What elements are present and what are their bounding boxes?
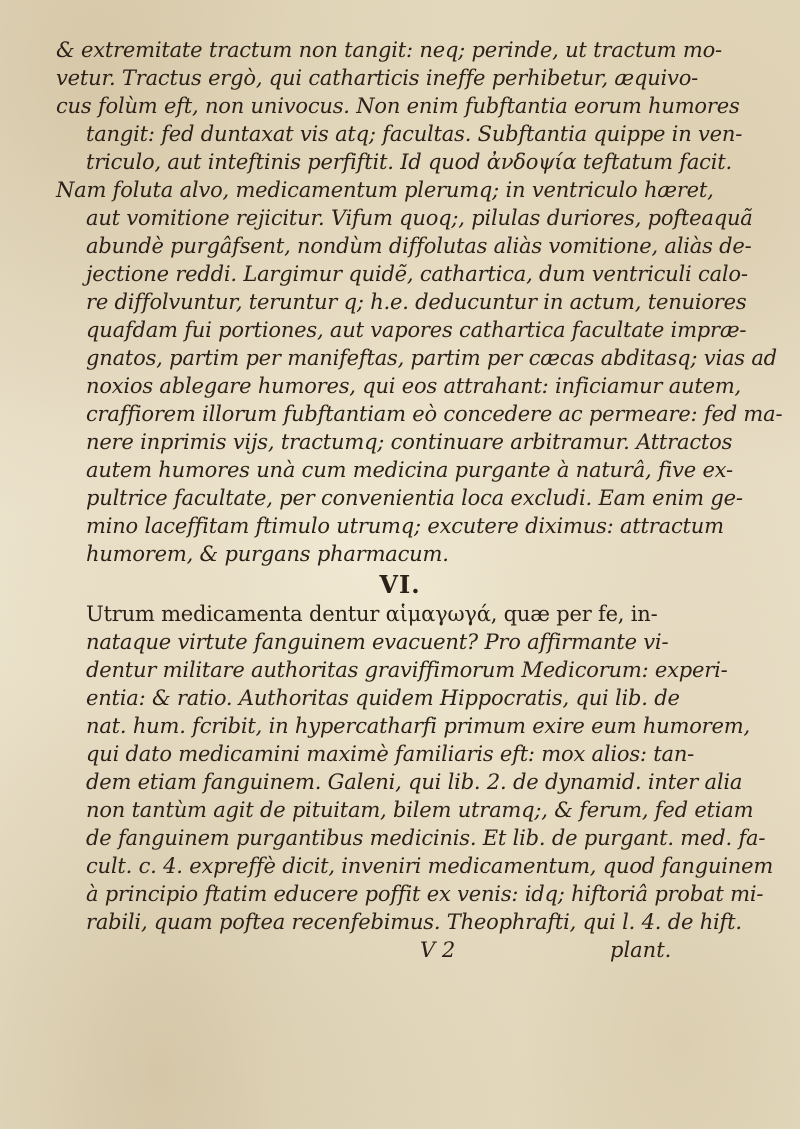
text-line: dentur militare authoritas graviffimorum Medicorum: experi- <box>86 658 728 682</box>
text-line: entia: & ratio. Authoritas quidem Hippocratis, qui lib. de <box>86 686 680 710</box>
text-line: nataque virtute fanguinem evacuent? Pro affirmante vi- <box>86 630 669 654</box>
text-line: à principio ftatim educere poffit ex venis: idq; hiftoriâ probat mi- <box>86 882 764 906</box>
text-line: craffiorem illorum fubftantiam eò concedere ac permeare: fed ma- <box>86 402 783 426</box>
text-line: humorem, & purgans pharmacum. <box>86 542 449 566</box>
text-line: tangit: fed duntaxat vis atq; facultas. Subftantia quippe in ven- <box>86 122 743 146</box>
text-line: nere inprimis vijs, tractumq; continuare arbitramur. Attractos <box>86 430 733 454</box>
text-line: gnatos, partim per manifeftas, partim per cæcas abditasq; vias ad <box>86 346 777 370</box>
text-line: aut vomitione rejicitur. Vifum quoq;, pilulas duriores, pofteaquã <box>86 206 753 230</box>
chapter-number: VI. <box>379 570 421 599</box>
text-line: de fanguinem purgantibus medicinis. Et lib. de purgant. med. fa- <box>86 826 766 850</box>
text-line: rabili, quam poftea recenfebimus. Theophrafti, qui l. 4. de hift. <box>86 910 742 934</box>
page-footer <box>40 936 760 964</box>
text-line: dem etiam fanguinem. Galeni, qui lib. 2. de dynamid. inter alia <box>86 770 743 794</box>
text-line: qui dato medicamini maximè familiaris eft: mox alios: tan- <box>86 742 695 766</box>
paragraph-before-chapter <box>40 36 783 568</box>
text-block <box>40 36 783 964</box>
text-line: cus folùm eft, non univocus. Non enim fubftantia eorum humores <box>56 94 740 118</box>
text-line: re diffolvuntur, teruntur q; h.e. deducuntur in actum, tenuiores <box>86 290 747 314</box>
text-line: quafdam fui portiones, aut vapores cathartica facultate impræ- <box>86 318 747 342</box>
text-line: non tantùm agit de pituitam, bilem utramq;, & ferum, fed etiam <box>86 798 754 822</box>
text-line: triculo, aut inteftinis perfiftit. Id quod ἀνδοψία teftatum facit. <box>86 150 732 174</box>
text-line: abundè purgâfsent, nondùm diffolutas aliàs vomitione, aliàs de- <box>86 234 752 258</box>
text-line: Nam foluta alvo, medicamentum plerumq; in ventriculo hæret, <box>56 178 714 202</box>
text-line: cult. c. 4. expreffè dicit, inveniri medicamentum, quod fanguinem <box>86 854 774 878</box>
text-line: Utrum medicamenta dentur αἱμαγωγά, quæ per fe, in- <box>86 602 658 626</box>
text-line: mino laceffitam ftimulo utrumq; excutere diximus: attractum <box>86 514 724 538</box>
text-line: vetur. Tractus ergò, qui catharticis ineffe perhibetur, æquivo- <box>56 66 699 90</box>
text-line: nat. hum. fcribit, in hypercatharfi primum exire eum humorem, <box>86 714 750 738</box>
text-line: noxios ablegare humores, qui eos attrahant: inficiamur autem, <box>86 374 742 398</box>
text-line: autem humores unà cum medicina purgante à naturâ, five ex- <box>86 458 733 482</box>
text-line: & extremitate tractum non tangit: neq; perinde, ut tractum mo- <box>56 38 722 62</box>
signature-mark: V 2 <box>420 938 456 962</box>
paragraph-chapter-six <box>40 600 774 936</box>
text-line: pultrice facultate, per convenientia loca excludi. Eam enim ge- <box>86 486 743 510</box>
catchword: plant. <box>610 938 672 962</box>
text-line: jectione reddi. Largimur quidẽ, cathartica, dum ventriculi calo- <box>86 262 748 286</box>
